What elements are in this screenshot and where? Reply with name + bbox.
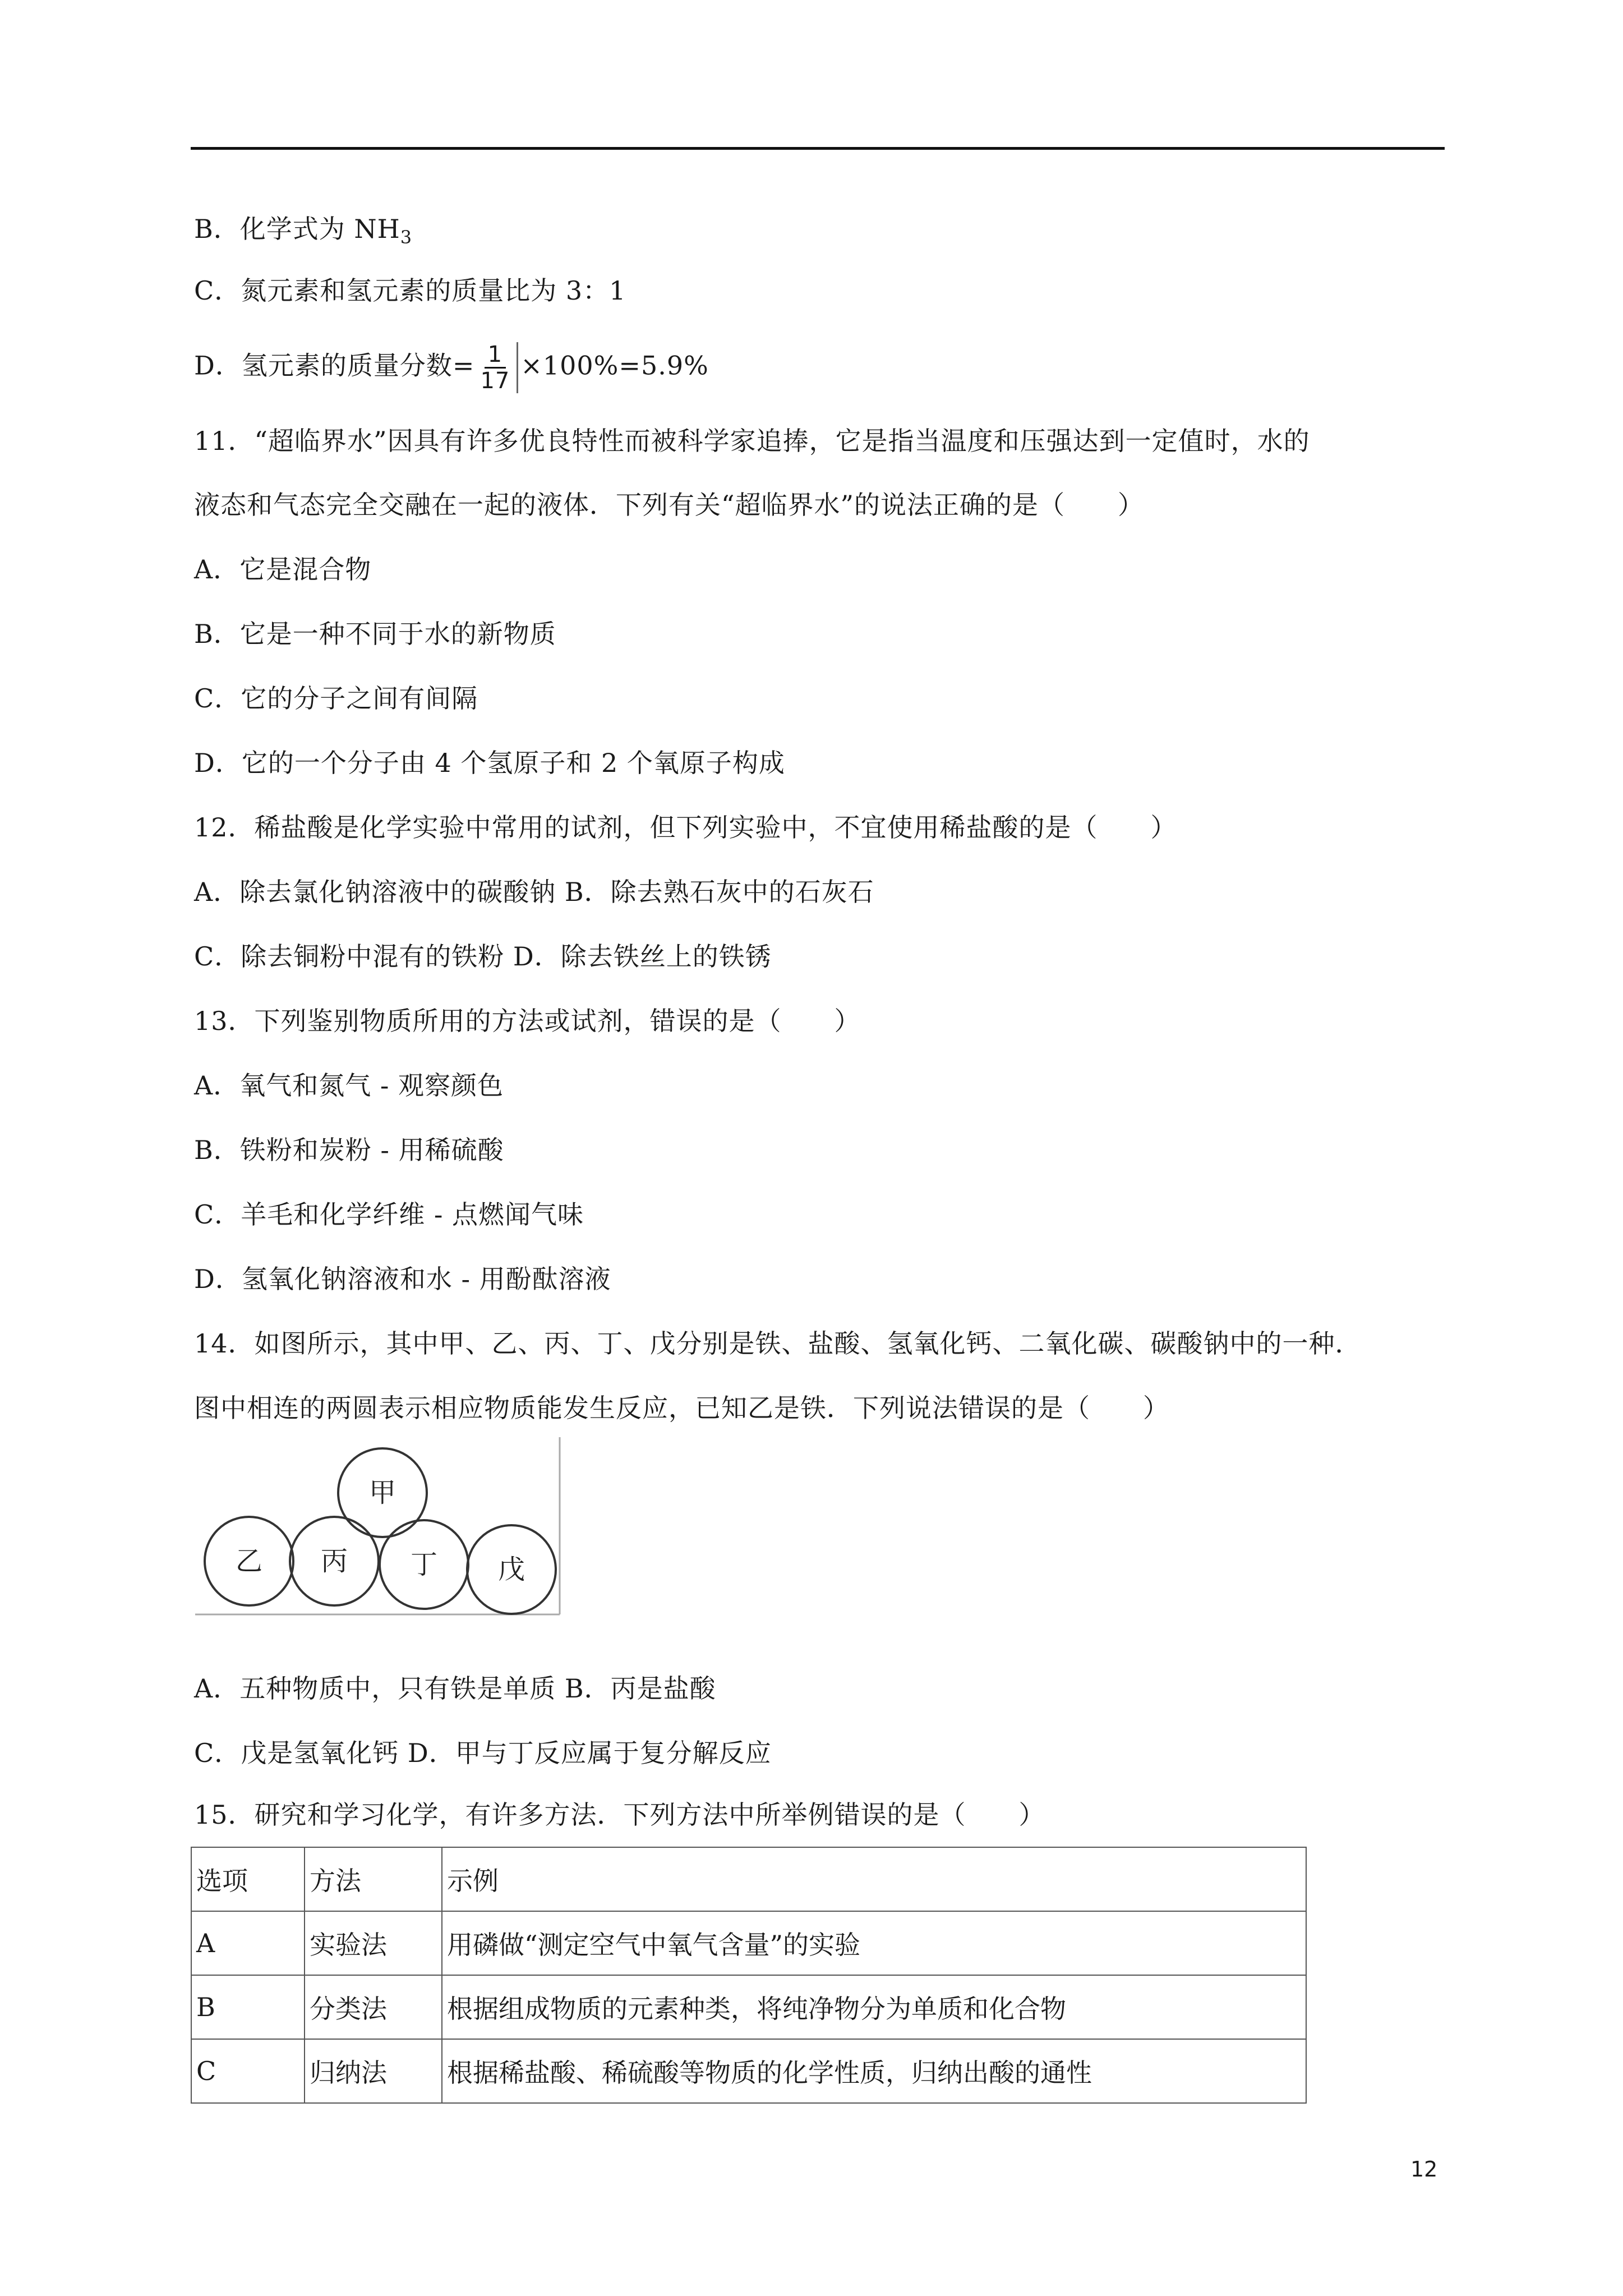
q11-option-d: D．它的一个分子由 4 个氢原子和 2 个氧原子构成	[194, 748, 785, 778]
table-cell: B	[191, 1975, 305, 2039]
q10-option-c: C．氮元素和氢元素的质量比为 3：1	[194, 275, 626, 306]
circle-jia-label: 甲	[368, 1477, 396, 1508]
table-row	[191, 2039, 1306, 2103]
q13-option-c: C．羊毛和化学纤维 - 点燃闻气味	[194, 1199, 584, 1230]
table-cell: 方法	[305, 1847, 442, 1911]
circle-ding-label: 丁	[410, 1549, 438, 1580]
table-cell: 选项	[191, 1847, 305, 1911]
table-cell: 用磷做“测定空气中氧气含量”的实验	[442, 1911, 1306, 1975]
q12-stem: 12．稀盐酸是化学实验中常用的试剂，但下列实验中，不宜使用稀盐酸的是（ ）	[194, 812, 1177, 843]
q12-options-cd: C．除去铜粉中混有的铁粉 D．除去铁丝上的铁锈	[194, 941, 772, 972]
q13-stem: 13．下列鉴别物质所用的方法或试剂，错误的是（ ）	[194, 1006, 861, 1036]
circle-bing-label: 丙	[320, 1545, 348, 1577]
q12-options-ab: A．除去氯化钠溶液中的碳酸钠 B．除去熟石灰中的石灰石	[194, 877, 874, 907]
q15-stem: 15．研究和学习化学，有许多方法．下列方法中所举例错误的是（ ）	[194, 1800, 1045, 1830]
q14-options-cd: C．戊是氢氧化钙 D．甲与丁反应属于复分解反应	[194, 1738, 772, 1768]
q11-option-c: C．它的分子之间有间隔	[194, 683, 478, 714]
q11-stem-line1: 11．“超临界水”因具有许多优良特性而被科学家追捧，它是指当温度和压强达到一定值时，水的	[194, 426, 1310, 456]
circle-wu-label: 戊	[497, 1554, 525, 1585]
table-cell: 实验法	[305, 1911, 442, 1975]
q13-option-b: B．铁粉和炭粉 - 用稀硫酸	[194, 1135, 504, 1165]
q10-option-b: B．化学式为 $NH_3$	[194, 214, 413, 248]
q13-option-d: D．氢氧化钠溶液和水 - 用酚酞溶液	[194, 1264, 611, 1294]
table-row	[191, 1975, 1306, 2039]
q15-method-table	[191, 1847, 1307, 2104]
q11-stem-line2: 液态和气态完全交融在一起的液体．下列有关“超临界水”的说法正确的是（ ）	[194, 490, 1145, 520]
q14-options-ab: A．五种物质中，只有铁是单质 B．丙是盐酸	[194, 1673, 716, 1704]
header-rule	[191, 147, 1445, 150]
table-cell: C	[191, 2039, 305, 2103]
q11-option-b: B．它是一种不同于水的新物质	[194, 619, 556, 649]
table-header-row	[191, 1847, 1306, 1911]
table-cell: 根据组成物质的元素种类，将纯净物分为单质和化合物	[442, 1975, 1306, 2039]
table-row	[191, 1911, 1306, 1975]
q14-stem-line1: 14．如图所示，其中甲、乙、丙、丁、戊分别是铁、盐酸、氢氧化钙、二氧化碳、碳酸钠中的一种．	[194, 1328, 1362, 1359]
q13-option-a: A．氧气和氮气 - 观察颜色	[194, 1070, 504, 1101]
fraction: $\frac{1}{17}$	[477, 342, 518, 393]
table-cell: 分类法	[305, 1975, 442, 2039]
q10-option-d: D．氢元素的质量分数= $\frac{1}{17}$ ×100%=5.9%	[194, 342, 709, 394]
table-cell: 根据稀盐酸、稀硫酸等物质的化学性质，归纳出酸的通性	[442, 2039, 1306, 2103]
q11-option-a: A．它是混合物	[194, 554, 372, 585]
circle-yi-label: 乙	[235, 1545, 263, 1577]
q14-stem-line2: 图中相连的两圆表示相应物质能发生反应，已知乙是铁．下列说法错误的是（ ）	[194, 1393, 1169, 1423]
table-cell: A	[191, 1911, 305, 1975]
page-number: 12	[1410, 2157, 1438, 2182]
table-cell: 归纳法	[305, 2039, 442, 2103]
circle-reaction-diagram	[194, 1436, 561, 1616]
table-cell: 示例	[442, 1847, 1306, 1911]
